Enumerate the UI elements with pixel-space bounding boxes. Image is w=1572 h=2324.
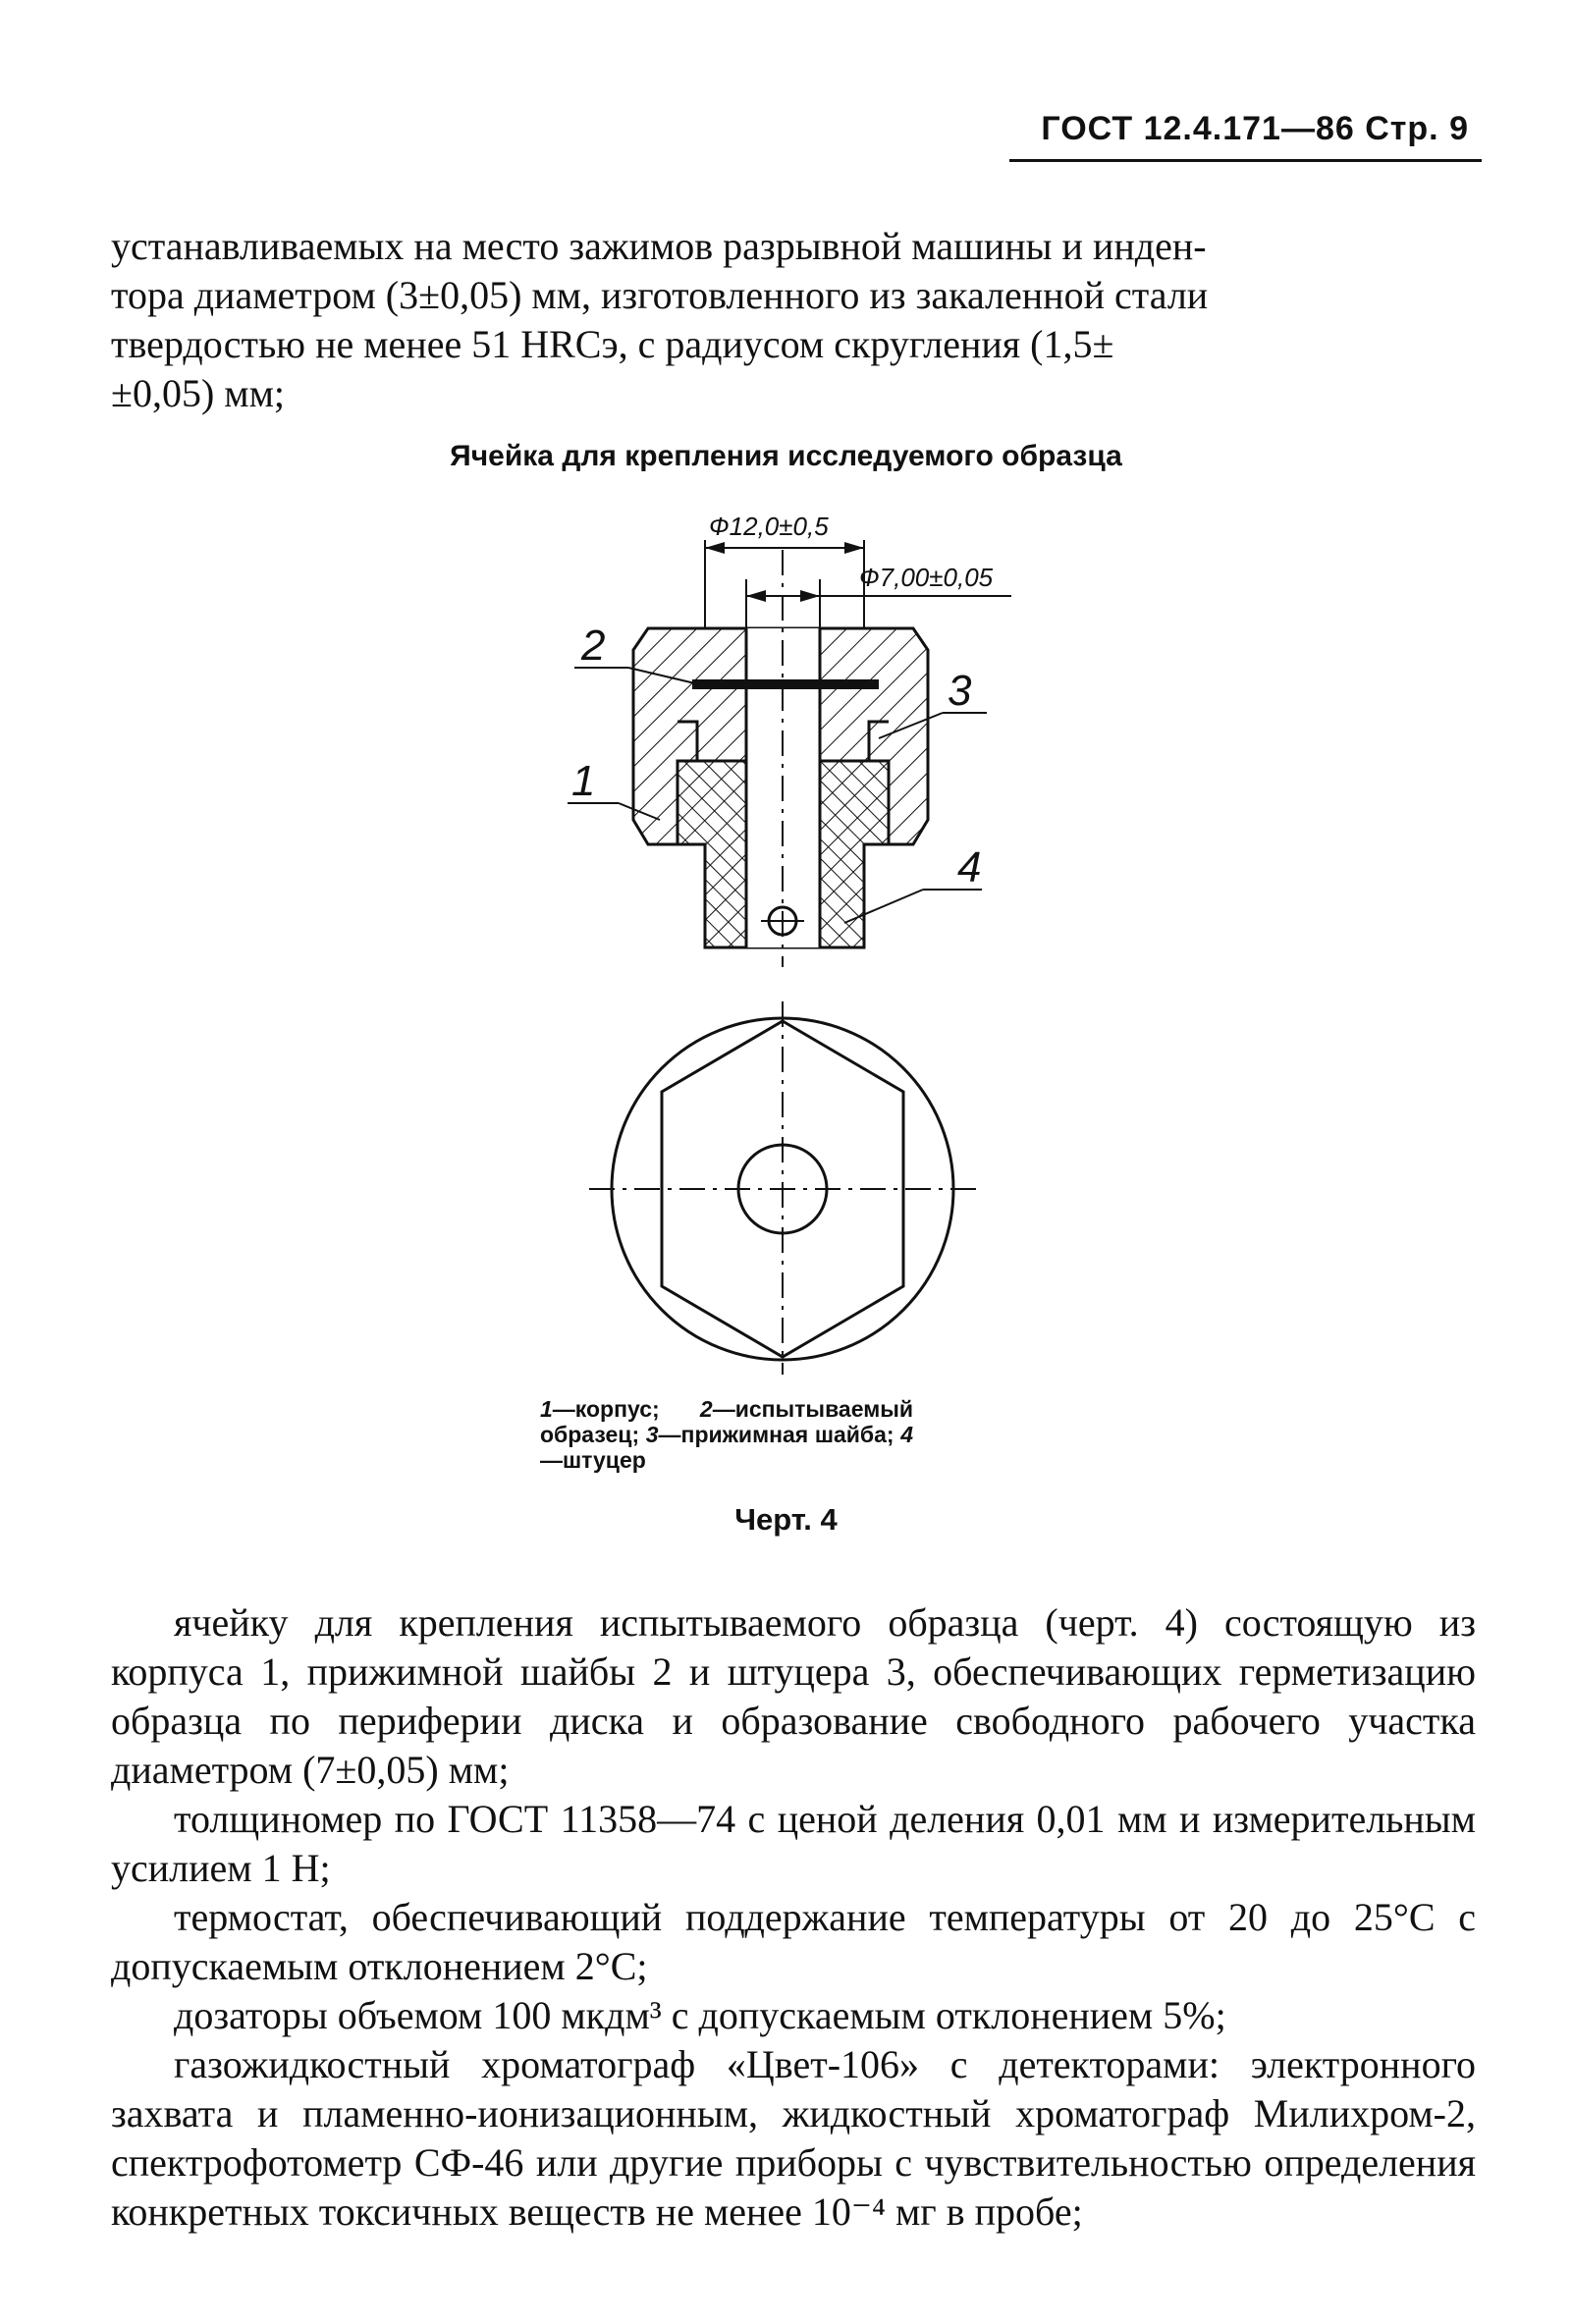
section-view bbox=[633, 550, 928, 967]
body-paragraph-1: ячейку для крепления испытываемого образца (черт. 4) состоящую из корпуса 1, прижимной шайбы 2 и штуцера 3, обеспечивающих герметизацию образца по периферии диска и образование свободного рабочего участка диаметром (7±0,05) мм; bbox=[111, 1600, 1476, 1792]
figure-title: Ячейка для крепления исследуемого образца bbox=[450, 440, 1122, 472]
svg-text:3: 3 bbox=[948, 667, 972, 715]
figure-caption: 1—корпус; 2—испытываемый образец; 3—прижимная шайба; 4—штуцер bbox=[540, 1396, 914, 1473]
body-paragraph-2: толщиномер по ГОСТ 11358—74 с ценой деления 0,01 мм и измерительным усилием 1 Н; bbox=[111, 1797, 1476, 1890]
top-view bbox=[589, 1001, 977, 1375]
body-paragraph-3: термостат, обеспечивающий поддержание температуры от 20 до 25°С с допускаемым отклонением 2°С; bbox=[111, 1895, 1476, 1988]
dim-outer-text: Ф12,0±0,5 bbox=[709, 512, 829, 541]
top-line-4: ±0,05) мм; bbox=[111, 371, 286, 415]
top-line-1: устанавливаемых на место зажимов разрывной машины и инден- bbox=[111, 224, 1207, 268]
top-line-2: тора диаметром (3±0,05) мм, изготовленного из закаленной стали bbox=[111, 273, 1209, 317]
svg-text:2: 2 bbox=[581, 622, 606, 670]
body-text bbox=[111, 1598, 1476, 2237]
body-paragraph-5: газожидкостный хроматограф «Цвет-106» с детекторами: электронного захвата и пламенно-ионизационным, жидкостный хроматограф Милихром-2, спектрофотометр СФ-46 или другие приборы с чувствительностью определения конкретных токсичных веществ не менее 10⁻⁴ мг в пробе; bbox=[111, 2042, 1476, 2234]
dimension-inner bbox=[746, 563, 1011, 628]
figure-label: Черт. 4 bbox=[734, 1502, 838, 1537]
dimension-outer bbox=[705, 512, 864, 628]
svg-text:1: 1 bbox=[571, 757, 596, 805]
svg-text:4: 4 bbox=[957, 843, 982, 892]
body-paragraph-4: дозаторы объемом 100 мкдм³ с допускаемым отклонением 5%; bbox=[174, 1993, 1226, 2037]
page-header: ГОСТ 12.4.171—86 Стр. 9 bbox=[1041, 110, 1469, 147]
dim-inner-text: Ф7,00±0,05 bbox=[859, 563, 994, 592]
top-line-3: твердостью не менее 51 HRCэ, с радиусом скругления (1,5± bbox=[111, 322, 1114, 366]
